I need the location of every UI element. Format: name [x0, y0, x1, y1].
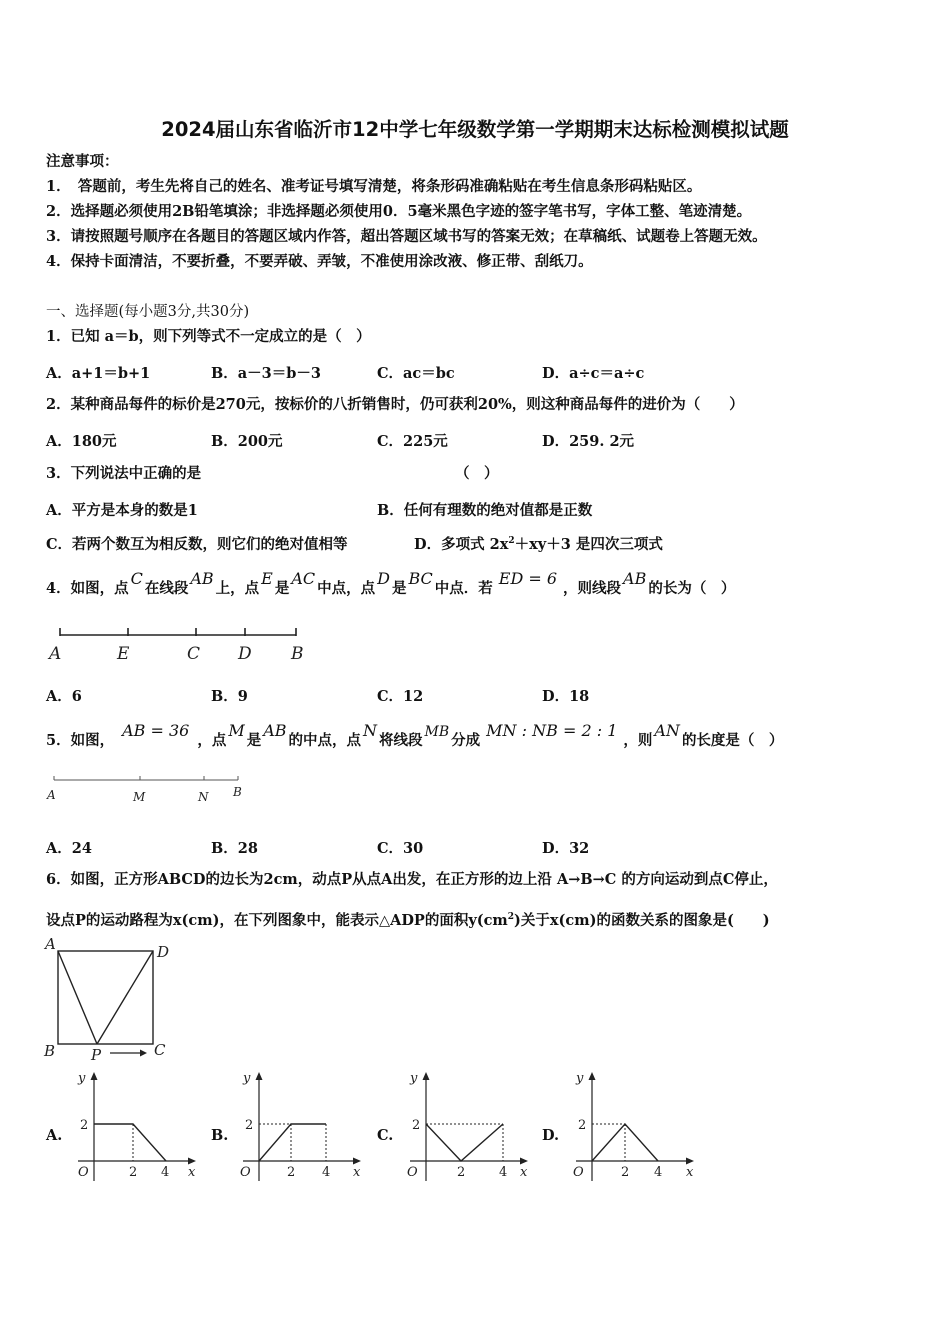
- q6-option-b[interactable]: B.: [211, 1127, 229, 1144]
- q5-segment-figure: [44, 770, 254, 806]
- q5-label-m: M: [133, 790, 146, 804]
- graph-b-tick-2: 2: [287, 1165, 296, 1180]
- q3-option-c[interactable]: C．若两个数互为相反数，则它们的绝对值相等: [46, 536, 348, 553]
- q4-label-b: B: [291, 644, 304, 664]
- question-6-line-1: 6．如图，正方形ABCD的边长为2cm，动点P从点A出发，在正方形的边上沿 A→B→C 的方向运动到点C停止，: [46, 871, 778, 888]
- q2-option-a[interactable]: A．180元: [46, 433, 117, 450]
- q4-segment-figure: [44, 620, 314, 670]
- q1-option-d[interactable]: D．a÷c＝a÷c: [542, 365, 645, 382]
- graph-a-tick-y: 2: [80, 1118, 89, 1133]
- q4-option-a[interactable]: A．6: [46, 688, 82, 705]
- graph-c-origin: O: [407, 1165, 418, 1180]
- graph-c-tick-4: 4: [499, 1165, 508, 1180]
- graph-c-tick-y: 2: [412, 1118, 421, 1133]
- graph-c-x-label: x: [520, 1165, 528, 1180]
- graph-a-tick-2: 2: [129, 1165, 138, 1180]
- section-heading: 一、选择题(每小题3分,共30分): [46, 304, 250, 320]
- graph-d-y-label: y: [576, 1071, 584, 1086]
- graph-b-x-label: x: [353, 1165, 361, 1180]
- graph-a-tick-4: 4: [161, 1165, 170, 1180]
- question-3-paren: （ ）: [455, 465, 499, 482]
- q6-graph-b[interactable]: [237, 1068, 367, 1183]
- q4-option-d[interactable]: D．18: [542, 688, 590, 705]
- question-1-stem: 1．已知 a＝b，则下列等式不一定成立的是（ ）: [46, 328, 371, 345]
- q6-option-c[interactable]: C.: [377, 1127, 394, 1144]
- q6-graph-c[interactable]: [404, 1068, 534, 1183]
- q4-label-a: A: [49, 644, 62, 664]
- q4-label-e: E: [117, 644, 130, 664]
- question-4-stem: 4．如图，点C在线段AB上，点E是AC中点，点D是BC中点．若ED = 6，则线段AB的长为（ ）: [46, 569, 736, 597]
- graph-a-origin: O: [78, 1165, 89, 1180]
- graph-d-x-label: x: [686, 1165, 694, 1180]
- q5-option-a[interactable]: A．24: [46, 840, 92, 857]
- note-item: 1． 答题前，考生先将自己的姓名、准考证号填写清楚，将条形码准确粘贴在考生信息条形码粘贴区。: [46, 178, 702, 195]
- q5-option-c[interactable]: C．30: [377, 840, 424, 857]
- graph-d-tick-4: 4: [654, 1165, 663, 1180]
- q1-option-a[interactable]: A．a+1＝b+1: [46, 365, 151, 382]
- q5-option-b[interactable]: B．28: [211, 840, 258, 857]
- notes-heading: 注意事项：: [46, 153, 119, 170]
- q4-label-d: D: [238, 644, 252, 664]
- q3-option-d[interactable]: D．多项式 $2x^2+xy+3$ 是四次三项式: [414, 536, 663, 553]
- page-title: 2024届山东省临沂市12中学七年级数学第一学期期末达标检测模拟试题: [161, 118, 789, 141]
- graph-d-tick-y: 2: [578, 1118, 587, 1133]
- square-label-p: P: [91, 1046, 102, 1064]
- graph-c-y-label: y: [410, 1071, 418, 1086]
- q4-label-c: C: [187, 644, 201, 664]
- q6-option-a[interactable]: A.: [46, 1127, 63, 1144]
- q6-option-d[interactable]: D.: [542, 1127, 560, 1144]
- graph-b-y-label: y: [243, 1071, 251, 1086]
- question-2-stem: 2．某种商品每件的标价是270元，按标价的八折销售时，仍可获利20%，则这种商品每件的进价为（ ）: [46, 396, 744, 413]
- note-item: 4．保持卡面清洁，不要折叠，不要弄破、弄皱，不准使用涂改液、修正带、刮纸刀。: [46, 253, 593, 270]
- q4-option-c[interactable]: C．12: [377, 688, 424, 705]
- square-label-b: B: [44, 1042, 56, 1060]
- q6-graph-a[interactable]: [72, 1068, 202, 1183]
- q2-option-c[interactable]: C．225元: [377, 433, 448, 450]
- square-label-d: D: [157, 943, 170, 961]
- q2-option-b[interactable]: B．200元: [211, 433, 283, 450]
- q6-graph-d[interactable]: [570, 1068, 700, 1183]
- q3-option-a[interactable]: A．平方是本身的数是1: [46, 502, 198, 519]
- note-item: 3．请按照题号顺序在各题目的答题区域内作答，超出答题区域书写的答案无效；在草稿纸、试题卷上答题无效。: [46, 228, 767, 245]
- graph-c-tick-2: 2: [457, 1165, 466, 1180]
- q5-option-d[interactable]: D．32: [542, 840, 590, 857]
- q3-option-b[interactable]: B．任何有理数的绝对值都是正数: [377, 502, 593, 519]
- graph-a-y-label: y: [78, 1071, 86, 1086]
- q4-option-b[interactable]: B．9: [211, 688, 248, 705]
- square-label-c: C: [154, 1041, 166, 1059]
- square-label-a: A: [45, 935, 56, 953]
- question-5-stem: 5．如图，AB = 36，点M是AB的中点，点N将线段 MB 分成MN : NB = 2 : 1，则AN的长度是（ ）: [46, 721, 784, 749]
- graph-d-tick-2: 2: [621, 1165, 630, 1180]
- graph-b-tick-4: 4: [322, 1165, 331, 1180]
- q5-label-a: A: [47, 788, 56, 802]
- note-item: 2．选择题必须使用2B铅笔填涂；非选择题必须使用0．5毫米黑色字迹的签字笔书写，字体工整、笔迹清楚。: [46, 203, 752, 220]
- graph-d-origin: O: [573, 1165, 584, 1180]
- q5-label-b: B: [233, 785, 242, 799]
- q1-option-b[interactable]: B．a－3＝b－3: [211, 365, 321, 382]
- q1-option-c[interactable]: C．ac＝bc: [377, 365, 455, 382]
- q5-label-n: N: [198, 790, 209, 804]
- q6-square-figure: [40, 935, 180, 1065]
- graph-b-tick-y: 2: [245, 1118, 254, 1133]
- q2-option-d[interactable]: D．259. 2元: [542, 433, 635, 450]
- graph-a-x-label: x: [188, 1165, 196, 1180]
- question-6-line-2: 设点P的运动路程为x(cm)，在下列图象中，能表示△ADP的面积$y(cm^2)$关于x(cm)的函数关系的图象是( ): [46, 911, 770, 929]
- question-3-stem: 3．下列说法中正确的是: [46, 465, 202, 482]
- graph-b-origin: O: [240, 1165, 251, 1180]
